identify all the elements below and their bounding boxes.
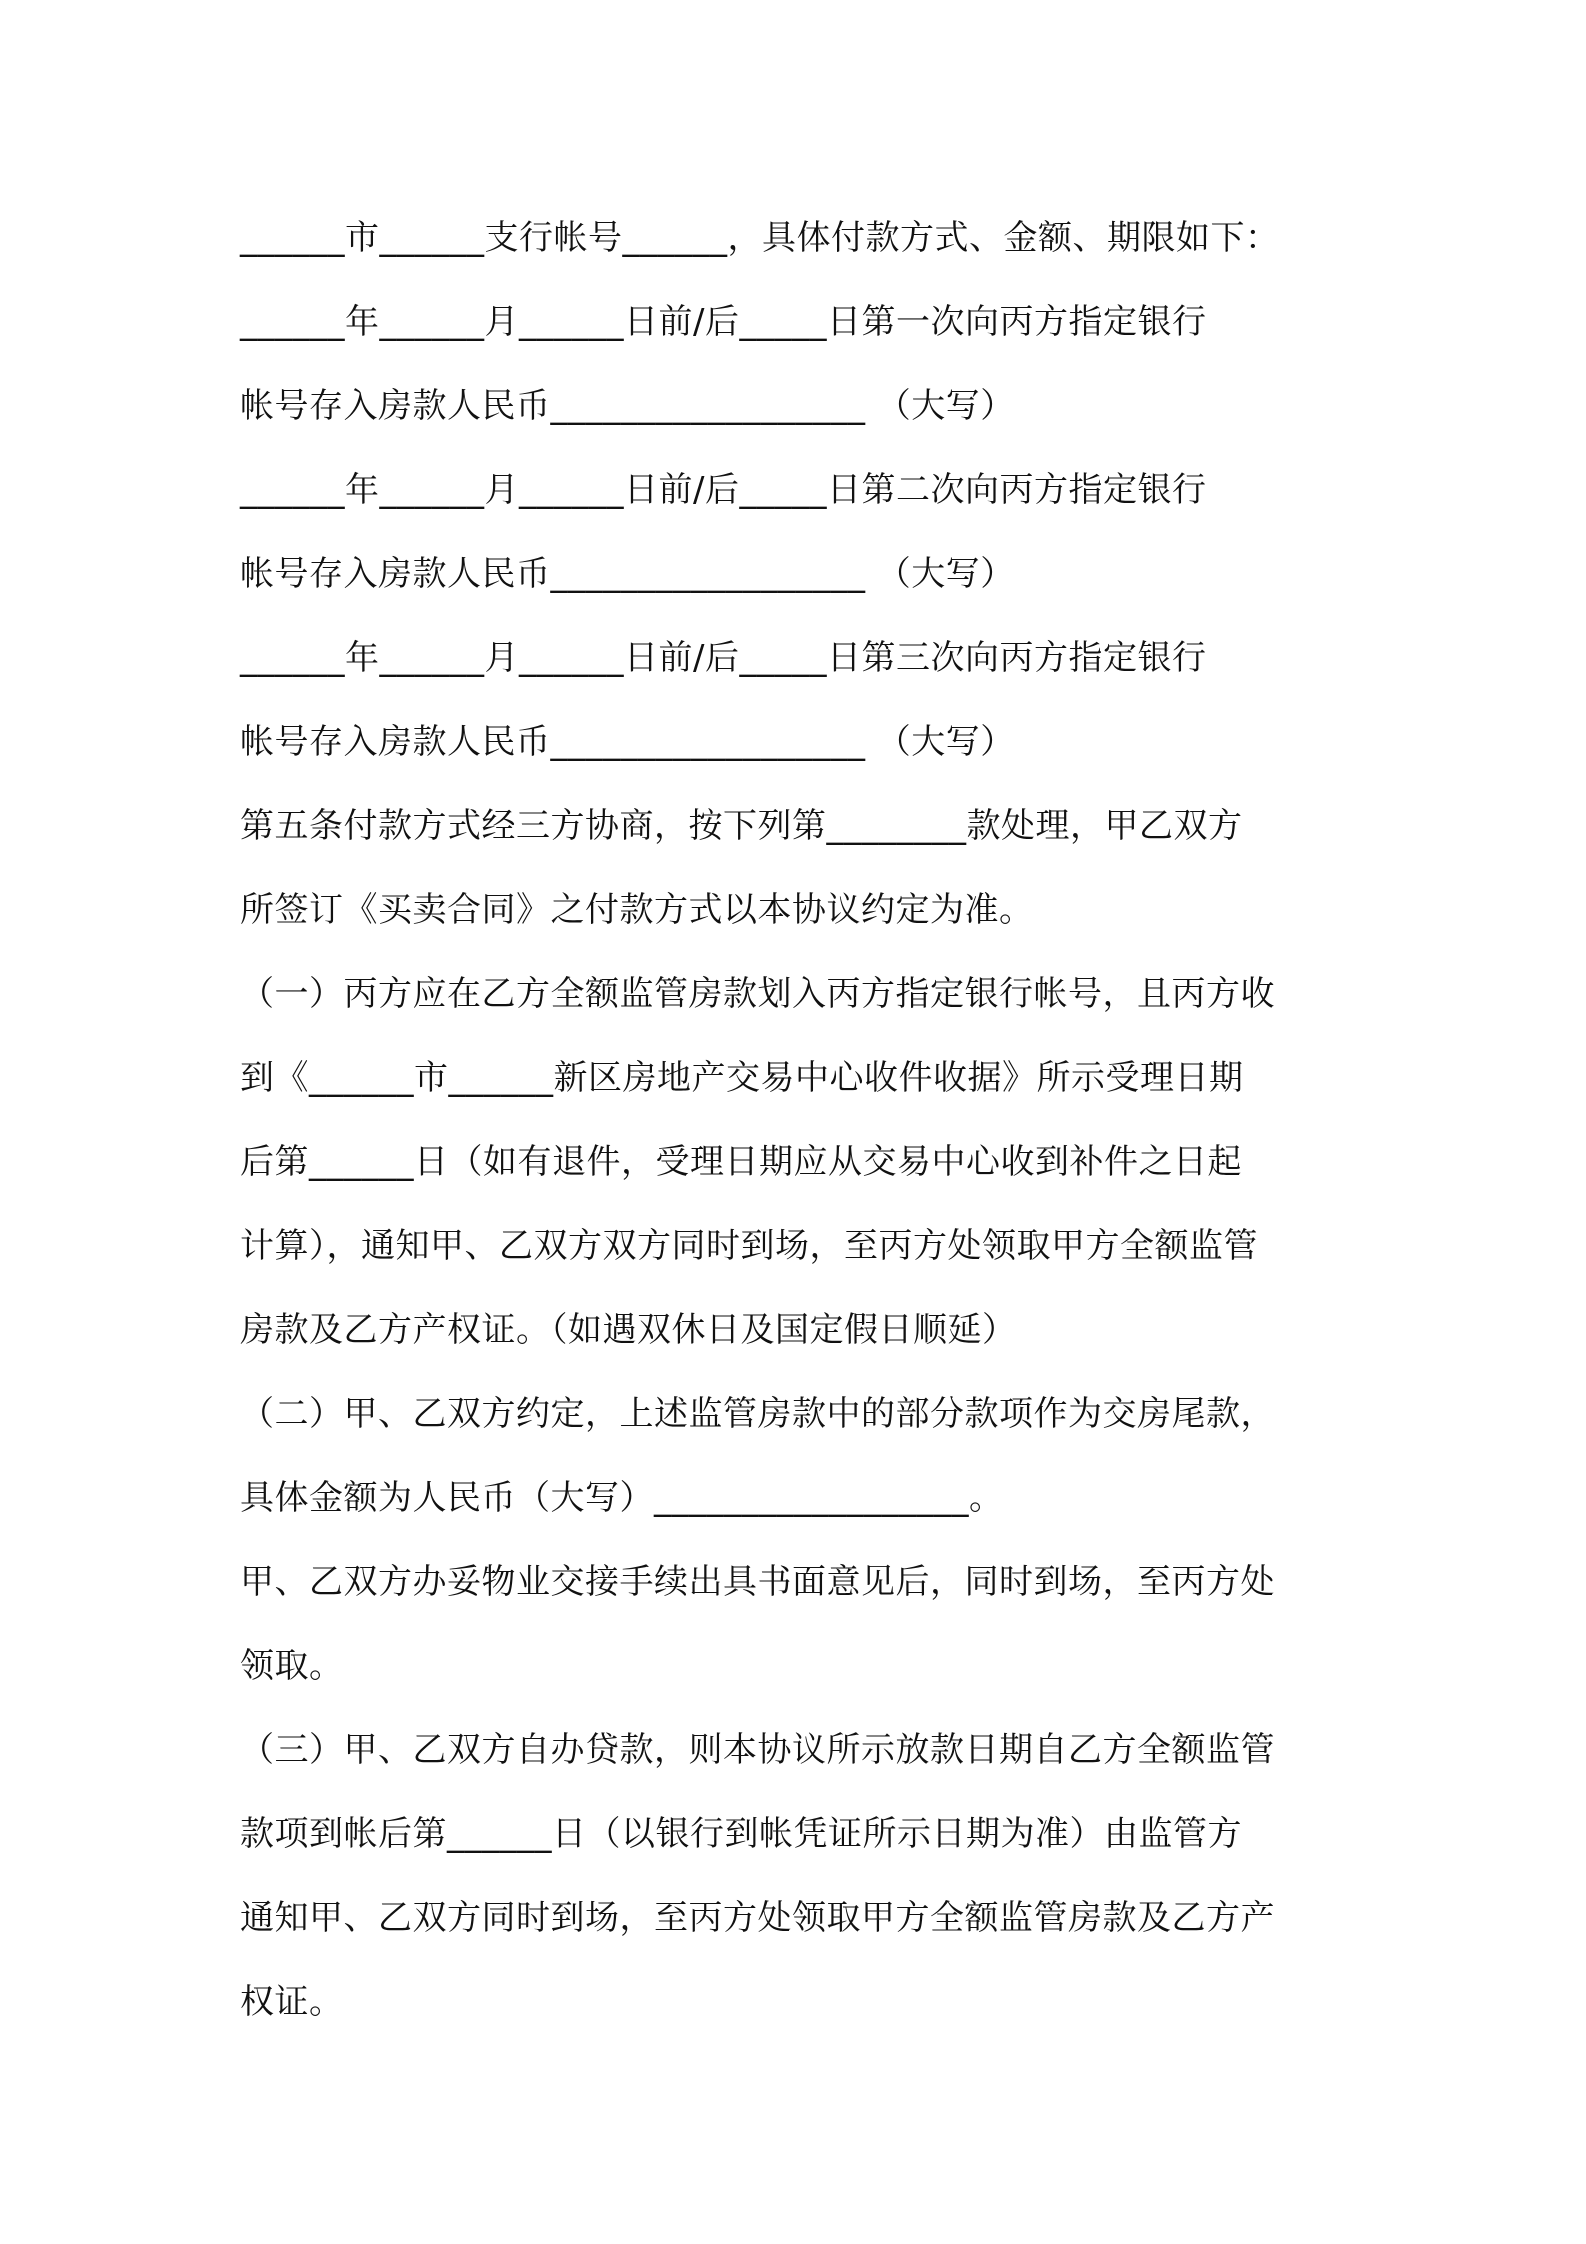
text-line: 房款及乙方产权证。（如遇双休日及国定假日顺延） — [240, 1310, 1017, 1350]
text-line: 具体金额为人民币（大写）__________________。 — [240, 1478, 1004, 1518]
text-line: ______年______月______日前/后_____日第二次向丙方指定银行 — [240, 470, 1207, 510]
text-line: 领取。 — [240, 1646, 344, 1686]
text-line: 帐号存入房款人民币__________________ （大写） — [240, 722, 1015, 762]
text-line: 所签订《买卖合同》之付款方式以本协议约定为准。 — [240, 890, 1034, 930]
text-line: ______市______支行帐号______，具体付款方式、金额、期限如下： — [240, 218, 1280, 258]
article-five-heading: 第五条付款方式经三方协商，按下列第________款处理，甲乙双方 — [240, 806, 1243, 846]
text-line: 帐号存入房款人民币__________________ （大写） — [240, 386, 1015, 426]
text-line: 后第______日（如有退件，受理日期应从交易中心收到补件之日起 — [240, 1142, 1242, 1182]
clause-three: （三）甲、乙双方自办贷款，则本协议所示放款日期自乙方全额监管 — [240, 1730, 1275, 1770]
clause-two: （二）甲、乙双方约定，上述监管房款中的部分款项作为交房尾款， — [240, 1394, 1275, 1434]
text-line: 款项到帐后第______日（以银行到帐凭证所示日期为准）由监管方 — [240, 1814, 1242, 1854]
text-line: ______年______月______日前/后_____日第一次向丙方指定银行 — [240, 302, 1207, 342]
text-line: 权证。 — [240, 1982, 344, 2022]
text-line: ______年______月______日前/后_____日第三次向丙方指定银行 — [240, 638, 1207, 678]
text-line: 帐号存入房款人民币__________________ （大写） — [240, 554, 1015, 594]
text-line: 到《______市______新区房地产交易中心收件收据》所示受理日期 — [240, 1058, 1244, 1098]
text-line: 甲、乙双方办妥物业交接手续出具书面意见后，同时到场，至丙方处 — [240, 1562, 1275, 1602]
clause-one: （一）丙方应在乙方全额监管房款划入丙方指定银行帐号，且丙方收 — [240, 974, 1275, 1014]
text-line: 通知甲、乙双方同时到场，至丙方处领取甲方全额监管房款及乙方产 — [240, 1898, 1275, 1938]
text-line: 计算），通知甲、乙双方双方同时到场，至丙方处领取甲方全额监管 — [240, 1226, 1258, 1266]
document-body — [240, 196, 1360, 2044]
